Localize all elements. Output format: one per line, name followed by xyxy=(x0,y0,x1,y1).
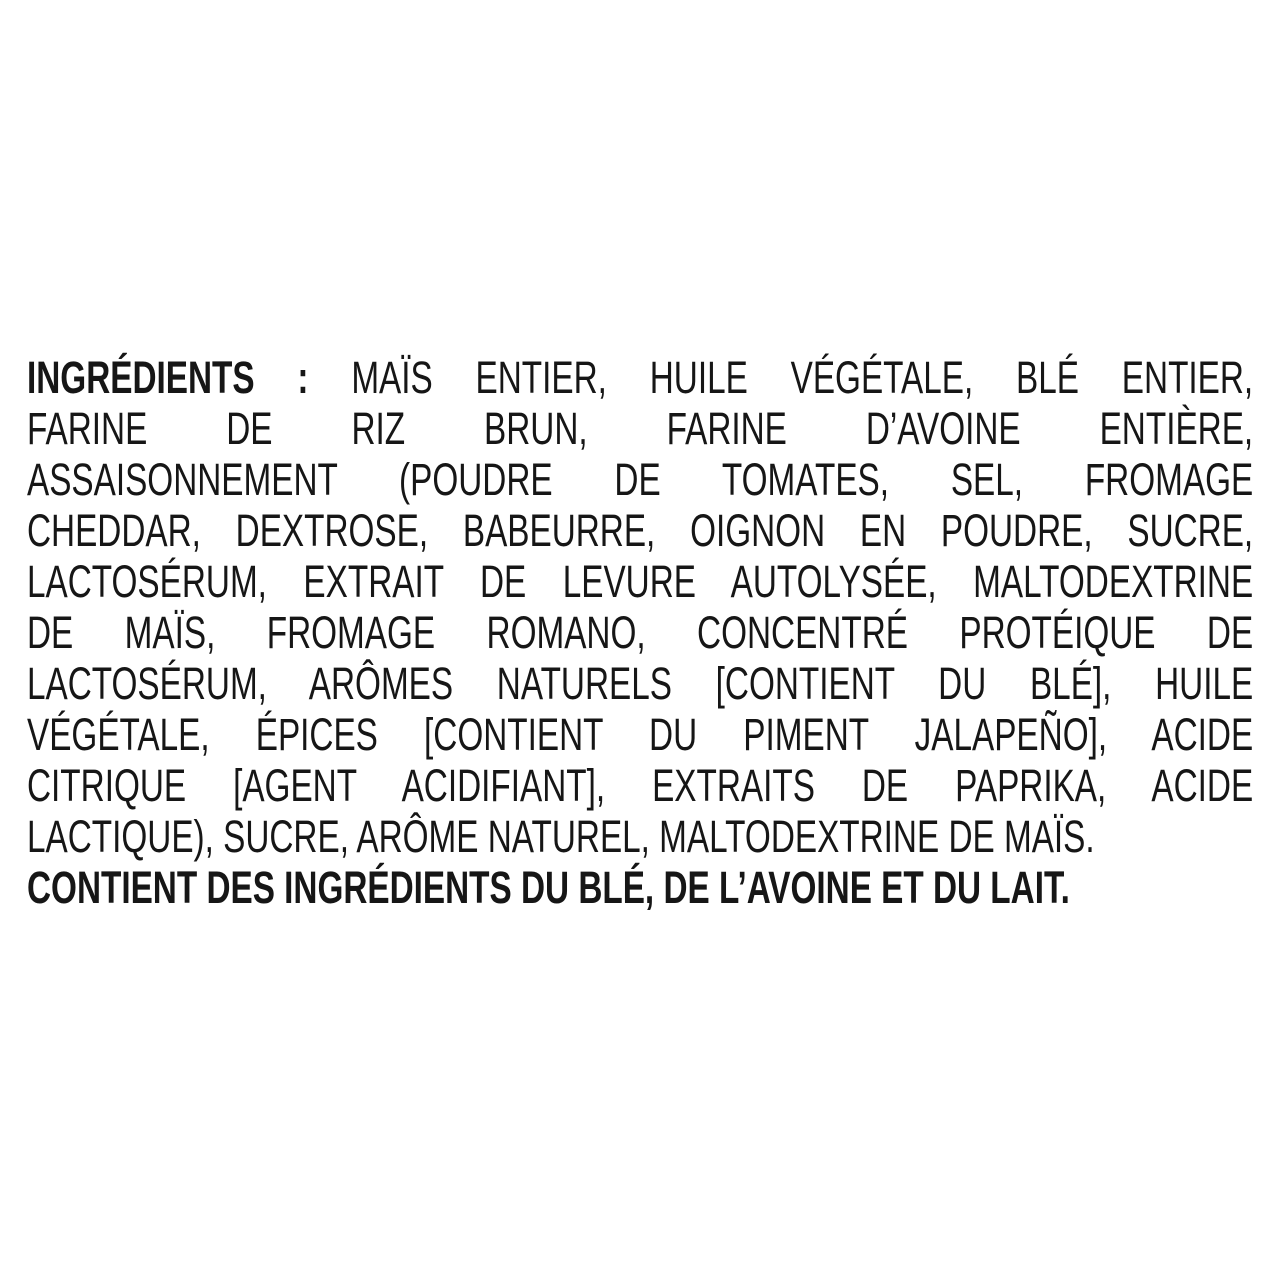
ingredients-line-text: LACTOSÉRUM, ARÔMES NATURELS [CONTIENT DU BLÉ], HUILE xyxy=(27,658,1254,709)
ingredients-line xyxy=(27,760,1253,811)
ingredients-line xyxy=(27,607,1253,658)
ingredients-line xyxy=(27,505,1253,556)
ingredients-label xyxy=(27,352,1253,913)
ingredients-line-text: CHEDDAR, DEXTROSE, BABEURRE, OIGNON EN POUDRE, SUCRE, xyxy=(27,505,1254,556)
ingredients-line xyxy=(27,709,1253,760)
ingredients-line-text: ASSAISONNEMENT (POUDRE DE TOMATES, SEL, FROMAGE xyxy=(27,454,1254,505)
ingredients-line-text: DE MAÏS, FROMAGE ROMANO, CONCENTRÉ PROTÉIQUE DE xyxy=(27,607,1254,658)
ingredients-line-body: MAÏS ENTIER, HUILE VÉGÉTALE, BLÉ ENTIER, xyxy=(351,352,1254,403)
ingredients-line-text: VÉGÉTALE, ÉPICES [CONTIENT DU PIMENT JALAPEÑO], ACIDE xyxy=(27,709,1254,760)
ingredients-line xyxy=(27,403,1253,454)
ingredients-line xyxy=(27,454,1253,505)
ingredients-line-text xyxy=(27,352,1253,403)
ingredients-line-text: FARINE DE RIZ BRUN, FARINE D’AVOINE ENTIÈRE, xyxy=(27,403,1254,454)
allergen-statement-line xyxy=(27,862,1253,913)
allergen-statement-text: CONTIENT DES INGRÉDIENTS DU BLÉ, DE L’AVOINE ET DU LAIT. xyxy=(27,862,1070,913)
ingredients-line-text: CITRIQUE [AGENT ACIDIFIANT], EXTRAITS DE PAPRIKA, ACIDE xyxy=(27,760,1254,811)
ingredients-line-text: LACTOSÉRUM, EXTRAIT DE LEVURE AUTOLYSÉE, MALTODEXTRINE xyxy=(27,556,1254,607)
ingredients-line xyxy=(27,811,1253,862)
ingredients-line xyxy=(27,658,1253,709)
ingredients-line xyxy=(27,556,1253,607)
ingredients-line-text: LACTIQUE), SUCRE, ARÔME NATUREL, MALTODEXTRINE DE MAÏS. xyxy=(27,811,1095,862)
ingredients-line xyxy=(27,352,1253,403)
ingredients-heading: INGRÉDIENTS : xyxy=(27,352,309,403)
